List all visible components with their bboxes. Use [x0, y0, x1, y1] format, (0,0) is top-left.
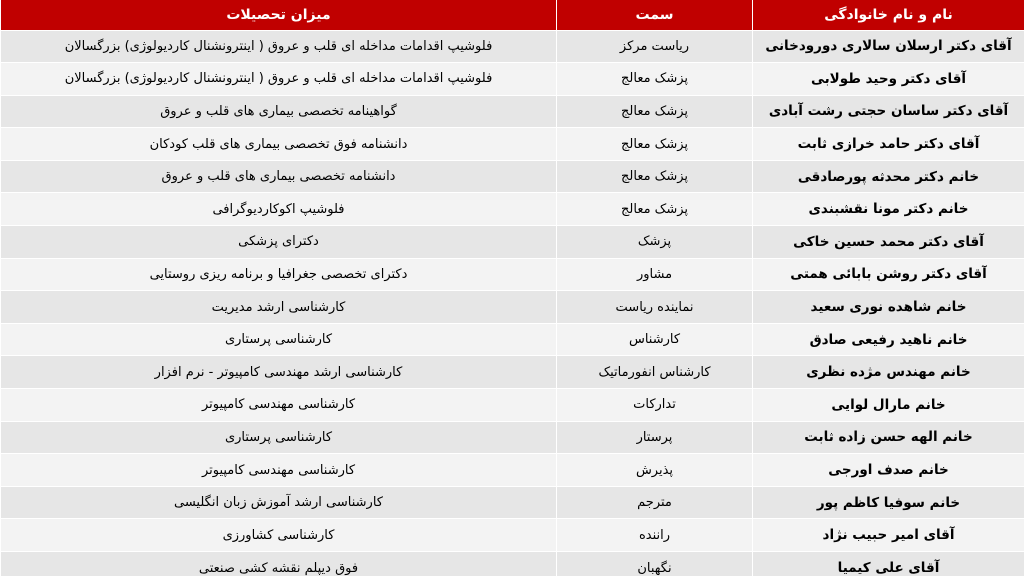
role-cell: مشاور	[557, 258, 753, 291]
role-cell: کارشناس	[557, 323, 753, 356]
name-cell: خانم الهه حسن زاده ثابت	[753, 421, 1024, 454]
name-cell: آقای دکتر وحید طولابی	[753, 63, 1024, 96]
role-cell: تدارکات	[557, 389, 753, 422]
name-cell: خانم صدف اورجی	[753, 454, 1024, 487]
name-cell: آقای دکتر حامد خرازی ثابت	[753, 128, 1024, 161]
role-cell: پزشک معالج	[557, 95, 753, 128]
education-cell: فوق دیپلم نقشه کشی صنعتی	[1, 552, 557, 576]
table-header	[1, 0, 1024, 30]
table-row	[1, 30, 1024, 63]
header-role: سمت	[557, 0, 753, 30]
table-row	[1, 193, 1024, 226]
role-cell: راننده	[557, 519, 753, 552]
education-cell: کارشناسی ارشد مدیریت	[1, 291, 557, 324]
role-cell: پزشک معالج	[557, 193, 753, 226]
education-cell: دکترای پزشکی	[1, 226, 557, 259]
education-cell: دانشنامه تخصصی بیماری های قلب و عروق	[1, 160, 557, 193]
table-row	[1, 421, 1024, 454]
name-cell: آقای دکتر روشن بابائی همتی	[753, 258, 1024, 291]
role-cell: نگهبان	[557, 552, 753, 576]
education-cell: دانشنامه فوق تخصصی بیماری های قلب کودکان	[1, 128, 557, 161]
name-cell: آقای دکتر ارسلان سالاری دورودخانی	[753, 30, 1024, 63]
name-cell: آقای دکتر محمد حسین خاکی	[753, 226, 1024, 259]
name-cell: خانم مارال لوایی	[753, 389, 1024, 422]
education-cell: فلوشیپ اکوکاردیوگرافی	[1, 193, 557, 226]
role-cell: کارشناس انفورماتیک	[557, 356, 753, 389]
name-cell: خانم دکتر مونا نقشبندی	[753, 193, 1024, 226]
education-cell: فلوشیپ اقدامات مداخله ای قلب و عروق ( اینترونشنال کاردیولوژی) بزرگسالان	[1, 30, 557, 63]
role-cell: پزشک معالج	[557, 160, 753, 193]
header-education: میزان تحصیلات	[1, 0, 557, 30]
name-cell: خانم شاهده نوری سعید	[753, 291, 1024, 324]
role-cell: پذیرش	[557, 454, 753, 487]
education-cell: کارشناسی کشاورزی	[1, 519, 557, 552]
role-cell: پزشک معالج	[557, 63, 753, 96]
name-cell: خانم دکتر محدثه پورصادقی	[753, 160, 1024, 193]
table-row	[1, 258, 1024, 291]
header-row	[1, 0, 1024, 30]
role-cell: پرستار	[557, 421, 753, 454]
name-cell: خانم سوفیا کاظم پور	[753, 486, 1024, 519]
name-cell: خانم مهندس مژده نظری	[753, 356, 1024, 389]
education-cell: کارشناسی پرستاری	[1, 421, 557, 454]
table-row	[1, 160, 1024, 193]
education-cell: کارشناسی ارشد آموزش زبان انگلیسی	[1, 486, 557, 519]
education-cell: دکترای تخصصی جغرافیا و برنامه ریزی روستایی	[1, 258, 557, 291]
table-row	[1, 389, 1024, 422]
table-row	[1, 552, 1024, 576]
table-row	[1, 486, 1024, 519]
table-row	[1, 291, 1024, 324]
role-cell: پزشک	[557, 226, 753, 259]
table-row	[1, 128, 1024, 161]
table-row	[1, 454, 1024, 487]
table-row	[1, 226, 1024, 259]
role-cell: پزشک معالج	[557, 128, 753, 161]
name-cell: آقای امیر حبیب نژاد	[753, 519, 1024, 552]
table-row	[1, 356, 1024, 389]
role-cell: مترجم	[557, 486, 753, 519]
education-cell: فلوشیپ اقدامات مداخله ای قلب و عروق ( اینترونشنال کاردیولوژی) بزرگسالان	[1, 63, 557, 96]
header-name: نام و نام خانوادگی	[753, 0, 1024, 30]
role-cell: ریاست مرکز	[557, 30, 753, 63]
education-cell: کارشناسی مهندسی کامپیوتر	[1, 389, 557, 422]
name-cell: خانم ناهید رفیعی صادق	[753, 323, 1024, 356]
education-cell: کارشناسی مهندسی کامپیوتر	[1, 454, 557, 487]
education-cell: کارشناسی پرستاری	[1, 323, 557, 356]
name-cell: آقای علی کیمیا	[753, 552, 1024, 576]
table-body	[1, 30, 1024, 576]
table-row	[1, 519, 1024, 552]
table-row	[1, 63, 1024, 96]
table-row	[1, 323, 1024, 356]
table-row	[1, 95, 1024, 128]
name-cell: آقای دکتر ساسان حجتی رشت آبادی	[753, 95, 1024, 128]
role-cell: نماینده ریاست	[557, 291, 753, 324]
education-cell: گواهینامه تخصصی بیماری های قلب و عروق	[1, 95, 557, 128]
education-cell: کارشناسی ارشد مهندسی کامپیوتر - نرم افزار	[1, 356, 557, 389]
